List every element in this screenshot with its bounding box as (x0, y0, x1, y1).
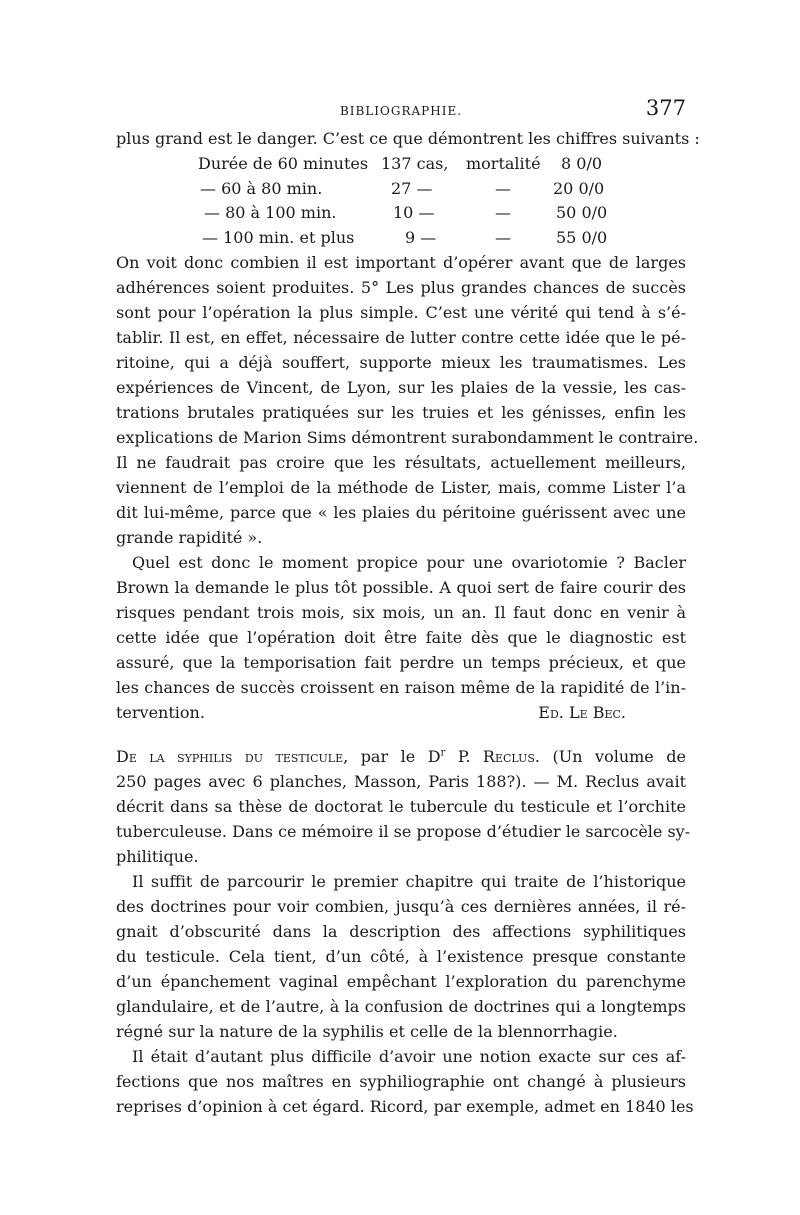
table-cell-mortality: — (495, 179, 511, 198)
table-cell-duration: Durée de 60 minutes (198, 154, 369, 173)
text-line: du testicule. Cela tient, d’un côté, à l’existence presque constante (116, 947, 686, 966)
text-line: tuberculeuse. Dans ce mémoire il se propose d’étudier le sarcocèle sy- (116, 822, 691, 841)
text-line: reprises d’opinion à cet égard. Ricord, par exemple, admet en 1840 les (116, 1097, 694, 1116)
table-cell-cases: 137 cas, (381, 154, 449, 173)
text-line: gnait d’obscurité dans la description des affections syphilitiques (116, 922, 686, 941)
text-line: Il suffit de parcourir le premier chapitre qui traite de l’historique (132, 872, 686, 891)
text-line: Quel est donc le moment propice pour une ovariotomie ? Bacler (132, 553, 686, 572)
text-line: grande rapidité ». (116, 528, 263, 547)
text-line: trations brutales pratiquées sur les truies et les génisses, enfin les (116, 403, 686, 422)
text-line: régné sur la nature de la syphilis et celle de la blennorrhagie. (116, 1022, 618, 1041)
text-line: On voit donc combien il est important d’opérer avant que de larges (116, 253, 686, 272)
text-line: décrit dans sa thèse de doctorat le tubercule du testicule et l’orchite (116, 797, 686, 816)
table-cell-percent: 8 0/0 (561, 154, 603, 173)
text-line: sont pour l’opération la plus simple. C’est une vérité qui tend à s’é- (116, 303, 686, 322)
review-dr-sup: r (440, 747, 446, 759)
text-line: philitique. (116, 847, 199, 866)
table-cell-duration: — 100 min. et plus (202, 228, 355, 247)
table-cell-percent: 20 0/0 (553, 179, 605, 198)
running-head: BIBLIOGRAPHIE. (339, 104, 463, 118)
intro-line: plus grand est le danger. C’est ce que démontrent les chiffres suivants : (116, 129, 700, 148)
text-line: Il était d’autant plus difficile d’avoir une notion exacte sur ces af- (132, 1047, 686, 1066)
text-line: glandulaire, et de l’autre, à la confusion de doctrines qui a longtemps (116, 997, 686, 1016)
text-line: des doctrines pour voir combien, jusqu’à ces dernières années, il ré- (116, 897, 686, 916)
review-author: P. Reclus. (457, 747, 541, 766)
text-line: 250 pages avec 6 planches, Masson, Paris 188?). — M. Reclus avait (116, 772, 686, 791)
text-fragment: tervention. (116, 703, 205, 722)
page-number: 377 (645, 96, 686, 120)
text-line: Il ne faudrait pas croire que les résultats, actuellement meilleurs, (116, 453, 686, 472)
review-title: De la syphilis du testicule, (116, 747, 349, 766)
text-line: assuré, que la temporisation fait perdre un temps précieux, et que (116, 653, 686, 672)
text-line: tablir. Il est, en effet, nécessaire de lutter contre cette idée que le pé- (116, 328, 686, 347)
table-cell-duration: — 60 à 80 min. (200, 179, 323, 198)
table-cell-mortality: mortalité (466, 154, 541, 173)
page-header (116, 96, 686, 126)
text-line: ritoine, qui a déjà souffert, supporte mieux les traumatismes. Les (116, 353, 686, 372)
text-line-with-signature (116, 701, 686, 725)
table-cell-mortality: — (495, 203, 511, 222)
review-dr: D (427, 747, 441, 766)
text-line: Brown la demande le plus tôt possible. A quoi sert de faire courir des (116, 578, 686, 597)
table-cell-cases: 9 — (405, 228, 437, 247)
text-line: adhérences soient produites. 5° Les plus grandes chances de succès (116, 278, 686, 297)
text-line: explications de Marion Sims démontrent surabondamment le contraire. (116, 428, 699, 447)
text-line: d’un épanchement vaginal empêchant l’exploration du parenchyme (116, 972, 686, 991)
text-line: fections que nos maîtres en syphiliographie ont changé à plusieurs (116, 1072, 686, 1091)
table-cell-cases: 10 — (393, 203, 435, 222)
review-rest: (Un volume de (552, 747, 686, 766)
review-by: par le (360, 747, 416, 766)
text-line: expériences de Vincent, de Lyon, sur les plaies de la vessie, les cas- (116, 378, 686, 397)
review-heading (116, 745, 686, 769)
text-line: les chances de succès croissent en raison même de la rapidité de l’in- (116, 678, 686, 697)
table-cell-mortality: — (495, 228, 511, 247)
table-cell-percent: 55 0/0 (556, 228, 608, 247)
text-line: dit lui-même, parce que « les plaies du péritoine guérissent avec une (116, 503, 686, 522)
text-line: cette idée que l’opération doit être faite dès que le diagnostic est (116, 628, 686, 647)
author-signature: Ed. Le Bec. (538, 703, 626, 722)
table-cell-duration: — 80 à 100 min. (204, 203, 337, 222)
table-cell-cases: 27 — (391, 179, 433, 198)
text-line: risques pendant trois mois, six mois, un an. Il faut donc en venir à (116, 603, 686, 622)
table-cell-percent: 50 0/0 (556, 203, 608, 222)
text-line: viennent de l’emploi de la méthode de Lister, mais, comme Lister l’a (116, 478, 686, 497)
